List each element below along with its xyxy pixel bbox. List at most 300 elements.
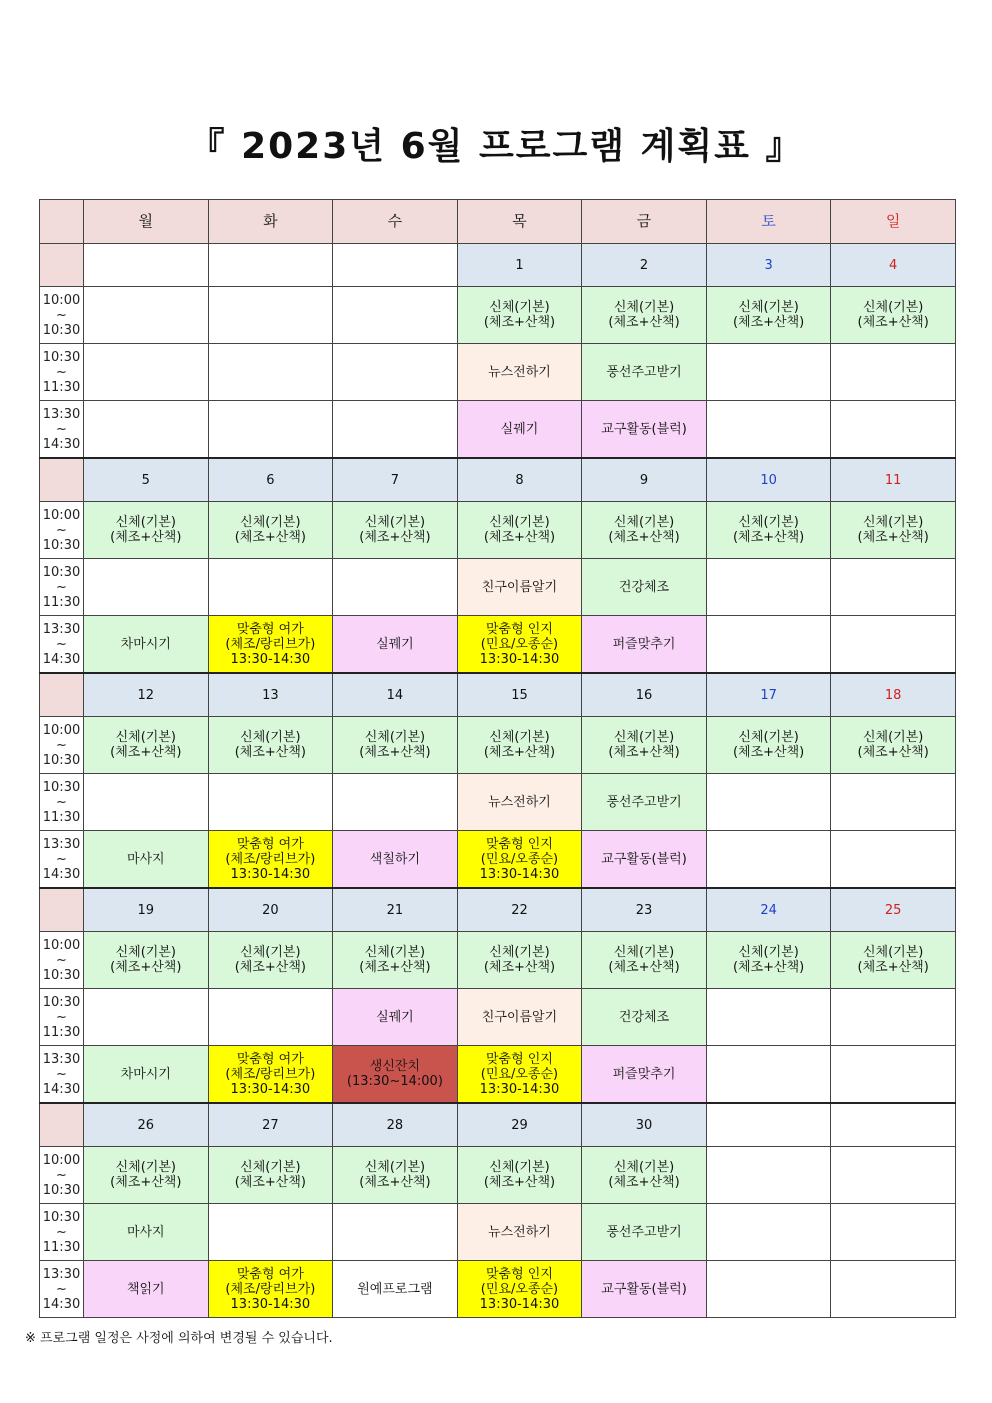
activity-cell (333, 989, 458, 1046)
date-cell: 5 (84, 458, 209, 502)
empty-activity-cell (831, 616, 956, 674)
empty-activity-cell (333, 401, 458, 459)
date-cell: 30 (582, 1103, 707, 1147)
time-label-line: 11:30 (42, 1239, 81, 1255)
activity-text: 맞춤형 여가 (236, 1266, 304, 1282)
activity-text: 신체(기본) (613, 300, 675, 315)
activity-text: 실꿰기 (376, 636, 414, 652)
activity-text: 신체(기본) (364, 515, 426, 530)
empty-activity-cell (831, 1261, 956, 1318)
time-label-line: 10:00 (42, 937, 81, 953)
time-label (40, 831, 84, 889)
time-label-line: 14:30 (42, 436, 81, 452)
time-slot-row (40, 287, 956, 344)
activity-cell (84, 1147, 209, 1204)
empty-activity-cell (706, 616, 831, 674)
activity-text: 풍선주고받기 (606, 1224, 682, 1240)
activity-text: (체조+산책) (732, 530, 805, 545)
activity-cell (457, 559, 582, 616)
empty-activity-cell (831, 1046, 956, 1104)
time-label-line: 13:30 (42, 1266, 81, 1282)
activity-cell (84, 932, 209, 989)
activity-cell (831, 717, 956, 774)
empty-activity-cell (84, 559, 209, 616)
time-label (40, 989, 84, 1046)
activity-text: (13:30~14:00) (346, 1074, 443, 1089)
activity-cell (84, 1046, 209, 1104)
activity-text: 건강체조 (618, 1009, 670, 1025)
time-slot-row (40, 344, 956, 401)
empty-activity-cell (706, 344, 831, 401)
time-label-line: 10:30 (42, 1209, 81, 1225)
activity-text: 13:30-14:30 (230, 1081, 311, 1097)
activity-text: (체조+산책) (857, 960, 929, 975)
time-label-line: 14:30 (42, 866, 81, 882)
activity-cell (457, 1046, 582, 1104)
activity-cell (457, 1147, 582, 1204)
empty-activity-cell (208, 774, 333, 831)
activity-cell (208, 932, 333, 989)
activity-cell (582, 1204, 707, 1261)
activity-text: (체조+산책) (234, 530, 306, 545)
page-title: 『 2023년 6월 프로그램 계획표 』 (188, 126, 804, 167)
activity-cell (457, 717, 582, 774)
activity-text: 신체(기본) (862, 945, 924, 960)
activity-text: (체조+산책) (857, 745, 929, 760)
empty-activity-cell (333, 344, 458, 401)
activity-text: (체조+산책) (483, 315, 556, 330)
empty-activity-cell (831, 1147, 956, 1204)
time-label-line: ~ (56, 636, 67, 652)
time-label-line: ~ (56, 364, 67, 380)
time-label-line: ~ (56, 1009, 67, 1025)
activity-cell (333, 1147, 458, 1204)
empty-activity-cell (706, 1261, 831, 1318)
activity-text: 맞춤형 여가 (236, 1051, 304, 1067)
activity-cell (84, 616, 209, 674)
activity-text: 마사지 (126, 1224, 165, 1240)
activity-cell (457, 1261, 582, 1318)
date-cell: 3 (706, 244, 831, 287)
activity-cell (333, 717, 458, 774)
activity-text: 퍼즐맞추기 (612, 636, 676, 652)
date-row-corner (40, 1103, 84, 1147)
activity-text: 맞춤형 인지 (486, 1266, 553, 1282)
activity-text: 신체(기본) (115, 730, 176, 745)
activity-text: 신체(기본) (738, 300, 799, 315)
time-label-line: 10:30 (42, 967, 81, 983)
activity-text: 풍선주고받기 (606, 364, 682, 380)
empty-activity-cell (208, 287, 333, 344)
time-label-line: 10:30 (42, 752, 81, 768)
activity-cell (457, 401, 582, 459)
empty-activity-cell (831, 989, 956, 1046)
time-label (40, 774, 84, 831)
activity-cell (84, 1204, 209, 1261)
empty-activity-cell (831, 774, 956, 831)
activity-text: 신체(기본) (364, 1160, 426, 1175)
activity-text: 맞춤형 인지 (486, 621, 553, 637)
activity-cell (208, 831, 333, 889)
weekday-mon: 월 (84, 200, 209, 244)
activity-text: 신체(기본) (862, 730, 924, 745)
activity-text: 신체(기본) (738, 945, 799, 960)
activity-text: 신체(기본) (489, 945, 550, 960)
activity-text: (체조+산책) (608, 530, 680, 545)
activity-text: 신체(기본) (240, 515, 301, 530)
activity-text: 신체(기본) (738, 730, 799, 745)
weekday-wed: 수 (333, 200, 458, 244)
activity-text: (민요/오종순) (480, 1281, 559, 1297)
activity-text: 신체(기본) (862, 515, 924, 530)
activity-text: 신체(기본) (240, 945, 301, 960)
activity-text: (체조+산책) (483, 745, 556, 760)
activity-text: 신체(기본) (489, 1160, 550, 1175)
activity-text: (체조/랑리브가) (225, 636, 316, 652)
activity-cell (333, 831, 458, 889)
time-label-line: ~ (56, 1224, 67, 1240)
activity-cell (333, 1261, 458, 1318)
activity-cell (831, 932, 956, 989)
activity-cell (582, 1261, 707, 1318)
activity-text: (체조+산책) (732, 315, 805, 330)
footnote: ※ 프로그램 일정은 사정에 의하여 변경될 수 있습니다. (25, 1331, 333, 1346)
activity-text: 신체(기본) (364, 945, 426, 960)
activity-text: (체조+산책) (359, 530, 431, 545)
date-cell: 28 (333, 1103, 458, 1147)
time-label-line: 13:30 (42, 406, 81, 422)
activity-cell (457, 344, 582, 401)
date-row (40, 673, 956, 717)
activity-cell (84, 1261, 209, 1318)
date-cell: 4 (831, 244, 956, 287)
activity-text: 건강체조 (618, 579, 670, 595)
time-slot-row (40, 1204, 956, 1261)
activity-text: 13:30-14:30 (230, 651, 311, 667)
time-label-line: ~ (56, 307, 67, 323)
activity-text: 맞춤형 여가 (236, 836, 304, 852)
date-cell: 11 (831, 458, 956, 502)
time-label-line: 10:30 (42, 994, 81, 1010)
activity-text: 생신잔치 (369, 1059, 421, 1074)
time-label-line: ~ (56, 522, 67, 538)
activity-cell (582, 344, 707, 401)
date-row (40, 1103, 956, 1147)
time-label (40, 1261, 84, 1318)
activity-text: (체조+산책) (234, 1175, 306, 1190)
activity-text: (체조+산책) (234, 745, 306, 760)
activity-cell (582, 774, 707, 831)
time-slot-row (40, 932, 956, 989)
activity-text: (체조+산책) (732, 745, 805, 760)
time-label-line: ~ (56, 1167, 67, 1183)
time-label-line: 11:30 (42, 594, 81, 610)
date-cell (333, 244, 458, 287)
activity-cell (582, 287, 707, 344)
time-label (40, 401, 84, 459)
activity-cell (457, 831, 582, 889)
weekday-sun: 일 (831, 200, 956, 244)
activity-cell (84, 831, 209, 889)
activity-text: (민요/오종순) (480, 636, 559, 652)
time-slot-row (40, 717, 956, 774)
activity-text: 신체(기본) (862, 300, 924, 315)
activity-text: 신체(기본) (115, 945, 176, 960)
activity-text: (체조+산책) (608, 745, 680, 760)
time-label-line: 10:30 (42, 564, 81, 580)
activity-text: 신체(기본) (115, 1160, 176, 1175)
activity-text: 신체(기본) (240, 1160, 301, 1175)
date-cell: 2 (582, 244, 707, 287)
activity-text: 교구활동(블럭) (601, 421, 687, 437)
activity-cell (457, 287, 582, 344)
date-cell: 12 (84, 673, 209, 717)
activity-text: 신체(기본) (738, 515, 799, 530)
activity-text: 13:30-14:30 (479, 1081, 560, 1097)
empty-activity-cell (706, 989, 831, 1046)
empty-activity-cell (831, 831, 956, 889)
empty-activity-cell (706, 1204, 831, 1261)
time-label-line: 10:30 (42, 1182, 81, 1198)
empty-activity-cell (84, 774, 209, 831)
activity-cell (706, 932, 831, 989)
date-row-corner (40, 458, 84, 502)
date-cell: 7 (333, 458, 458, 502)
date-cell: 8 (457, 458, 582, 502)
empty-activity-cell (84, 989, 209, 1046)
time-slot-row (40, 1147, 956, 1204)
activity-text: (체조+산책) (857, 530, 929, 545)
date-row (40, 458, 956, 502)
time-label-line: 14:30 (42, 1081, 81, 1097)
time-label-line: ~ (56, 421, 67, 437)
activity-text: 풍선주고받기 (606, 794, 682, 810)
date-row-corner (40, 888, 84, 932)
activity-cell (208, 616, 333, 674)
time-label (40, 1204, 84, 1261)
time-slot-row (40, 1261, 956, 1318)
empty-activity-cell (333, 774, 458, 831)
time-label-line: 10:30 (42, 779, 81, 795)
activity-cell (208, 1046, 333, 1104)
date-cell (831, 1103, 956, 1147)
date-cell: 25 (831, 888, 956, 932)
date-cell: 27 (208, 1103, 333, 1147)
date-cell (84, 244, 209, 287)
activity-text: 뉴스전하기 (488, 794, 551, 810)
time-label-line: 11:30 (42, 809, 81, 825)
activity-cell (582, 1147, 707, 1204)
time-slot-row (40, 989, 956, 1046)
activity-text: 신체(기본) (613, 730, 675, 745)
activity-text: 신체(기본) (489, 300, 550, 315)
activity-text: (체조+산책) (110, 960, 182, 975)
activity-text: (체조+산책) (234, 960, 306, 975)
date-cell: 22 (457, 888, 582, 932)
date-row-corner (40, 673, 84, 717)
empty-activity-cell (333, 287, 458, 344)
time-label-line: ~ (56, 794, 67, 810)
date-row (40, 888, 956, 932)
time-label-line: 10:30 (42, 537, 81, 553)
activity-text: (체조+산책) (857, 315, 929, 330)
corner-cell (40, 200, 84, 244)
activity-text: 신체(기본) (613, 1160, 675, 1175)
empty-activity-cell (208, 401, 333, 459)
activity-text: 차마시기 (120, 1066, 171, 1082)
activity-text: (민요/오종순) (480, 851, 559, 867)
time-label (40, 502, 84, 559)
weekday-thu: 목 (457, 200, 582, 244)
activity-text: 신체(기본) (364, 730, 426, 745)
activity-text: (체조+산책) (359, 745, 431, 760)
empty-activity-cell (208, 989, 333, 1046)
time-label-line: 10:30 (42, 349, 81, 365)
activity-text: (체조/랑리브가) (225, 1066, 316, 1082)
time-slot-row (40, 559, 956, 616)
time-slot-row (40, 616, 956, 674)
date-cell: 9 (582, 458, 707, 502)
empty-activity-cell (831, 1204, 956, 1261)
empty-activity-cell (208, 1204, 333, 1261)
activity-text: 퍼즐맞추기 (612, 1066, 676, 1082)
date-cell: 6 (208, 458, 333, 502)
date-cell: 29 (457, 1103, 582, 1147)
date-cell: 24 (706, 888, 831, 932)
empty-activity-cell (333, 559, 458, 616)
activity-cell (582, 831, 707, 889)
activity-text: 차마시기 (120, 636, 171, 652)
activity-text: 신체(기본) (115, 515, 176, 530)
activity-cell (208, 1147, 333, 1204)
time-label (40, 616, 84, 674)
time-label-line: 10:00 (42, 507, 81, 523)
time-slot-row (40, 831, 956, 889)
date-cell: 1 (457, 244, 582, 287)
time-label-line: 13:30 (42, 836, 81, 852)
activity-cell (84, 502, 209, 559)
date-cell: 19 (84, 888, 209, 932)
activity-cell (582, 717, 707, 774)
time-label-line: ~ (56, 952, 67, 968)
activity-text: (체조/랑리브가) (225, 851, 316, 867)
time-slot-row (40, 401, 956, 459)
empty-activity-cell (706, 559, 831, 616)
empty-activity-cell (84, 401, 209, 459)
activity-text: (체조+산책) (110, 745, 182, 760)
activity-cell (706, 502, 831, 559)
activity-cell (333, 502, 458, 559)
empty-activity-cell (208, 559, 333, 616)
activity-cell (582, 502, 707, 559)
time-label-line: 14:30 (42, 1296, 81, 1312)
activity-text: (체조+산책) (608, 960, 680, 975)
activity-text: 책읽기 (126, 1281, 165, 1297)
empty-activity-cell (831, 559, 956, 616)
activity-text: 맞춤형 여가 (236, 621, 304, 637)
activity-text: 실꿰기 (500, 421, 539, 437)
activity-text: (체조+산책) (359, 960, 431, 975)
activity-text: 교구활동(블럭) (601, 1281, 687, 1297)
time-label-line: ~ (56, 1066, 67, 1082)
time-label-line: 11:30 (42, 379, 81, 395)
activity-text: (체조+산책) (110, 1175, 182, 1190)
activity-cell (831, 502, 956, 559)
activity-text: 신체(기본) (613, 945, 675, 960)
time-label (40, 932, 84, 989)
empty-activity-cell (706, 1046, 831, 1104)
activity-text: 신체(기본) (240, 730, 301, 745)
date-cell: 17 (706, 673, 831, 717)
time-label (40, 287, 84, 344)
empty-activity-cell (706, 774, 831, 831)
time-label-line: ~ (56, 737, 67, 753)
activity-cell (333, 1046, 458, 1104)
activity-cell (457, 932, 582, 989)
time-label (40, 1147, 84, 1204)
date-cell: 14 (333, 673, 458, 717)
date-cell (706, 1103, 831, 1147)
activity-cell (582, 989, 707, 1046)
date-cell: 16 (582, 673, 707, 717)
activity-text: 13:30-14:30 (230, 866, 311, 882)
activity-cell (706, 287, 831, 344)
activity-text: 맞춤형 인지 (486, 836, 553, 852)
date-row-corner (40, 244, 84, 287)
activity-text: 13:30-14:30 (479, 651, 560, 667)
time-label-line: ~ (56, 1281, 67, 1297)
activity-text: 친구이름알기 (481, 1009, 558, 1025)
time-slot-row (40, 1046, 956, 1104)
activity-cell (84, 717, 209, 774)
date-cell: 15 (457, 673, 582, 717)
weekday-sat: 토 (706, 200, 831, 244)
activity-cell (208, 717, 333, 774)
empty-activity-cell (831, 344, 956, 401)
activity-cell (457, 774, 582, 831)
empty-activity-cell (706, 1147, 831, 1204)
activity-text: 실꿰기 (376, 1009, 414, 1025)
activity-cell (457, 616, 582, 674)
activity-text: 원예프로그램 (357, 1281, 433, 1297)
empty-activity-cell (831, 401, 956, 459)
activity-text: 신체(기본) (489, 515, 550, 530)
time-label-line: 10:30 (42, 322, 81, 338)
activity-text: 뉴스전하기 (488, 364, 551, 380)
activity-text: (민요/오종순) (480, 1066, 559, 1082)
activity-cell (831, 287, 956, 344)
activity-cell (582, 616, 707, 674)
date-cell: 21 (333, 888, 458, 932)
activity-text: (체조+산책) (608, 315, 680, 330)
date-cell: 23 (582, 888, 707, 932)
activity-cell (582, 932, 707, 989)
time-label-line: 10:00 (42, 722, 81, 738)
time-slot-row (40, 774, 956, 831)
activity-text: 13:30-14:30 (479, 866, 560, 882)
time-slot-row (40, 502, 956, 559)
date-cell (208, 244, 333, 287)
activity-text: 색칠하기 (369, 851, 421, 867)
date-cell: 18 (831, 673, 956, 717)
activity-text: 신체(기본) (613, 515, 675, 530)
time-label (40, 559, 84, 616)
time-label-line: 10:00 (42, 1152, 81, 1168)
date-cell: 26 (84, 1103, 209, 1147)
activity-cell (582, 401, 707, 459)
empty-activity-cell (706, 401, 831, 459)
activity-text: (체조+산책) (110, 530, 182, 545)
